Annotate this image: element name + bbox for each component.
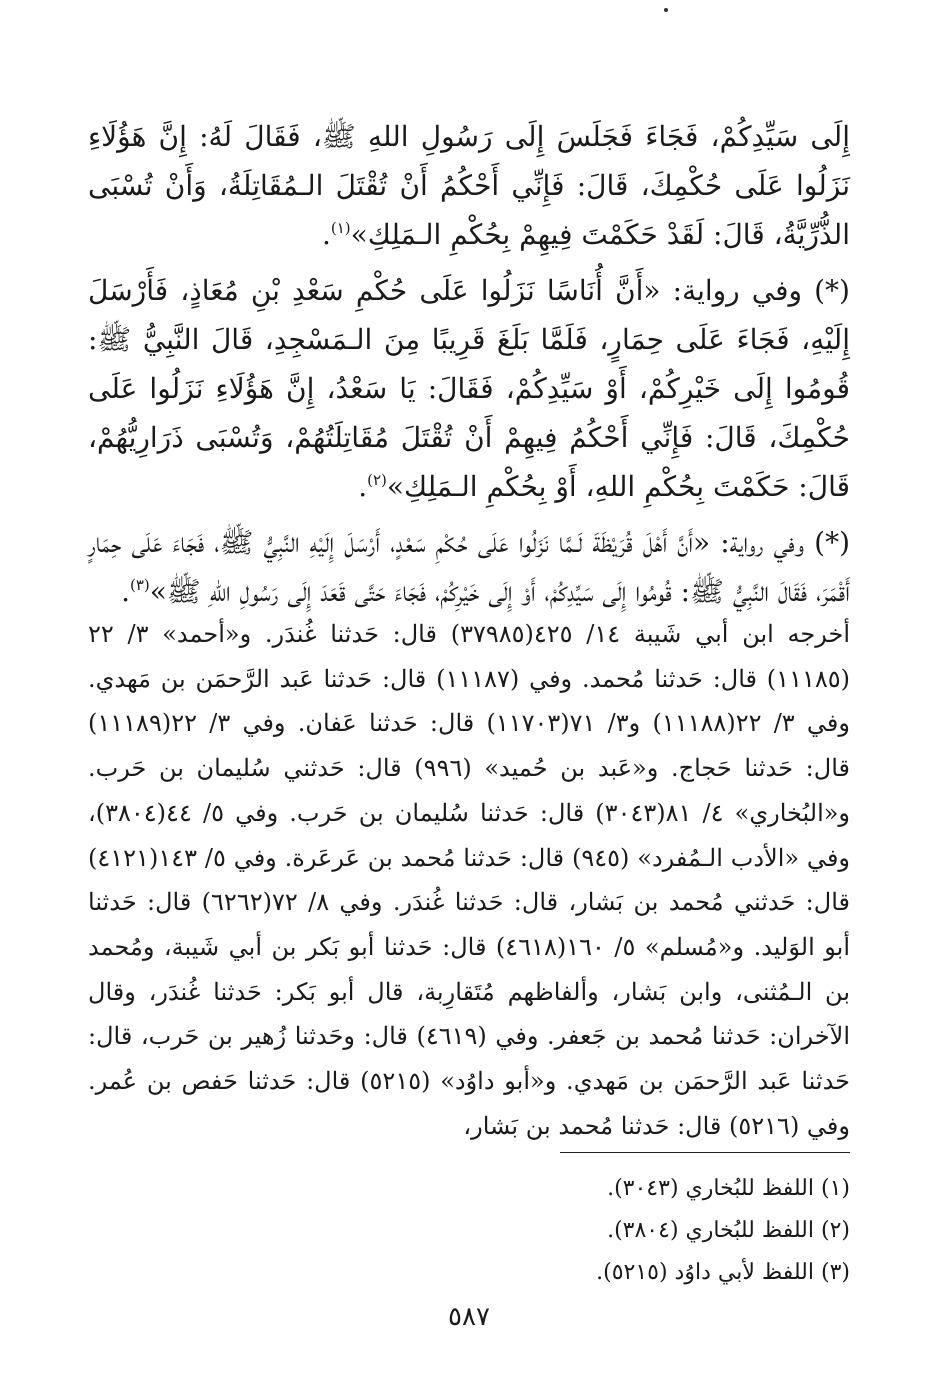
footnote-ref-2: (٢) — [367, 471, 387, 489]
takhrij-paragraph: أخرجه ابن أبي شَيبة ١٤/ ٤٢٥(٣٧٩٨٥) قال: حَدثنا غُندَر. و«أحمد» ٣/ ٢٢ (١١١٨٥) قال: حَدثنا مُحمد. وفي (١١١٨٧) قال: حَدثنا عَبد الرَّحمَن بن مَهدي. وفي ٣/ ٢٢(١١١٨٨) و٣/ ٧١(١١٧٠٣) قال: حَدثنا عَفان. وفي ٣/ ٢٢(١١١٨٩) قال: حَدثنا حَجاج. و«عَبد بن حُميد» (٩٩٦) قال: حَدثني سُليمان بن حَرب. و«البُخاري» ٤/ ٨١(٣٠٤٣) قال: حَدثنا سُليمان بن حَرب. وفي ٥/ ٤٤(٣٨٠٤)، وفي «الأدب الـمُفرد» (٩٤٥) قال: حَدثنا مُحمد بن عَرعَرة. وفي ٥/ ١٤٣(٤١٢١) قال: حَدثني مُحمد بن بَشار، قال: حَدثنا غُندَر. وفي ٨/ ٧٢(٦٢٦٢) قال: حَدثنا أبو الوَليد. و«مُسلم» ٥/ ١٦٠(٤٦١٨) قال: حَدثنا أبو بَكر بن أبي شَيبة، ومُحمد بن الـمُثنى، وابن بَشار، وألفاظهم مُتَقارِبة، قال أبو بَكر: حَدثنا غُندَر، وقال الآخران: حَدثنا مُحمد بن جَعفر. وفي (٤٦١٩) قال: وحَدثنا زُهير بن حَرب، قال: حَدثنا عَبد الرَّحمَن بن مَهدي. و«أبو داوُد» (٥٢١٥) قال: حَدثنا حَفص بن عُمر. وفي (٥٢١٦) قال: حَدثنا مُحمد بن بَشار، — [88, 620, 851, 1140]
hadith-text — [88, 112, 850, 623]
footnotes — [88, 1168, 850, 1294]
hadith-paragraph-2: (*) وفي رواية: «أَنَّ أُنَاسًا نَزَلُوا عَلَى حُكْمِ سَعْدِ بْنِ مُعَاذٍ، فَأَرْسَلَ إِلَيْهِ، فَجَاءَ عَلَى حِمَارٍ، فَلَمَّا بَلَغَ قَرِيبًا مِنَ الـمَسْجِدِ، قَالَ النَّبِيُّ ﷺ: قُومُوا إِلَى خَيْرِكُمْ، أَوْ سَيِّدِكُمْ، فَقَالَ: يَا سَعْدُ، إِنَّ هَؤُلَاءِ نَزَلُوا عَلَى حُكْمِكَ، قَالَ: فَإِنِّي أَحْكُمُ فِيهِمْ أَنْ تُقْتَلَ مُقَاتِلَتُهُمْ، وَتُسْبَى ذَرَارِيُّهُمْ، قَالَ: حَكَمْتَ بِحُكْمِ اللهِ، أَوْ بِحُكْمِ الـمَلِكِ»$^{(٢)}$. — [88, 274, 850, 503]
footnote-1: (١) اللفظ للبُخاري (٣٠٤٣). — [607, 1176, 850, 1201]
footnote-ref-3: (٣) — [129, 576, 150, 594]
footnote-2: (٢) اللفظ للبُخاري (٣٨٠٤). — [607, 1218, 850, 1243]
print-speck — [664, 8, 668, 12]
hadith-paragraph-3: (*) وفي رواية: «أَنَّ أَهْلَ قُرَيْظَةَ لَـمَّا نَزَلُوا عَلَى حُكْمِ سَعْدٍ، أَرْسَلَ إِلَيْهِ النَّبِيُّ ﷺ، فَجَاءَ عَلَى حِمَارٍ أَقْمَرَ، فَقَالَ النَّبِيُّ ﷺ: قُومُوا إِلَى سَيِّدِكُمْ، أَوْ إِلَى خَيْرِكُمْ، فَجَاءَ حَتَّى قَعَدَ إِلَى رَسُولِ اللهِ ﷺ»$^{(٣)}$. — [88, 526, 850, 608]
page-number: ٥٨٧ — [448, 1302, 490, 1332]
hadith-paragraph-1: إِلَى سَيِّدِكُمْ، فَجَاءَ فَجَلَسَ إِلَى رَسُولِ اللهِ ﷺ، فَقَالَ لَهُ: إِنَّ هَؤُلَاءِ نَزَلُوا عَلَى حُكْمِكَ، قَالَ: فَإِنِّي أَحْكُمُ أَنْ تُقْتَلَ الـمُقَاتِلَةُ، وَأَنْ تُسْبَى الذُّرِّيَّةُ، قَالَ: لَقَدْ حَكَمْتَ فِيهِمْ بِحُكْمِ الـمَلِكِ»$^{(١)}$. — [88, 120, 850, 251]
footnote-ref-1: (١) — [330, 219, 351, 237]
footnote-divider — [560, 1152, 850, 1153]
footnote-3: (٣) اللفظ لأبي داوُد (٥٢١٥). — [596, 1260, 850, 1285]
takhrij-text — [88, 612, 850, 1148]
